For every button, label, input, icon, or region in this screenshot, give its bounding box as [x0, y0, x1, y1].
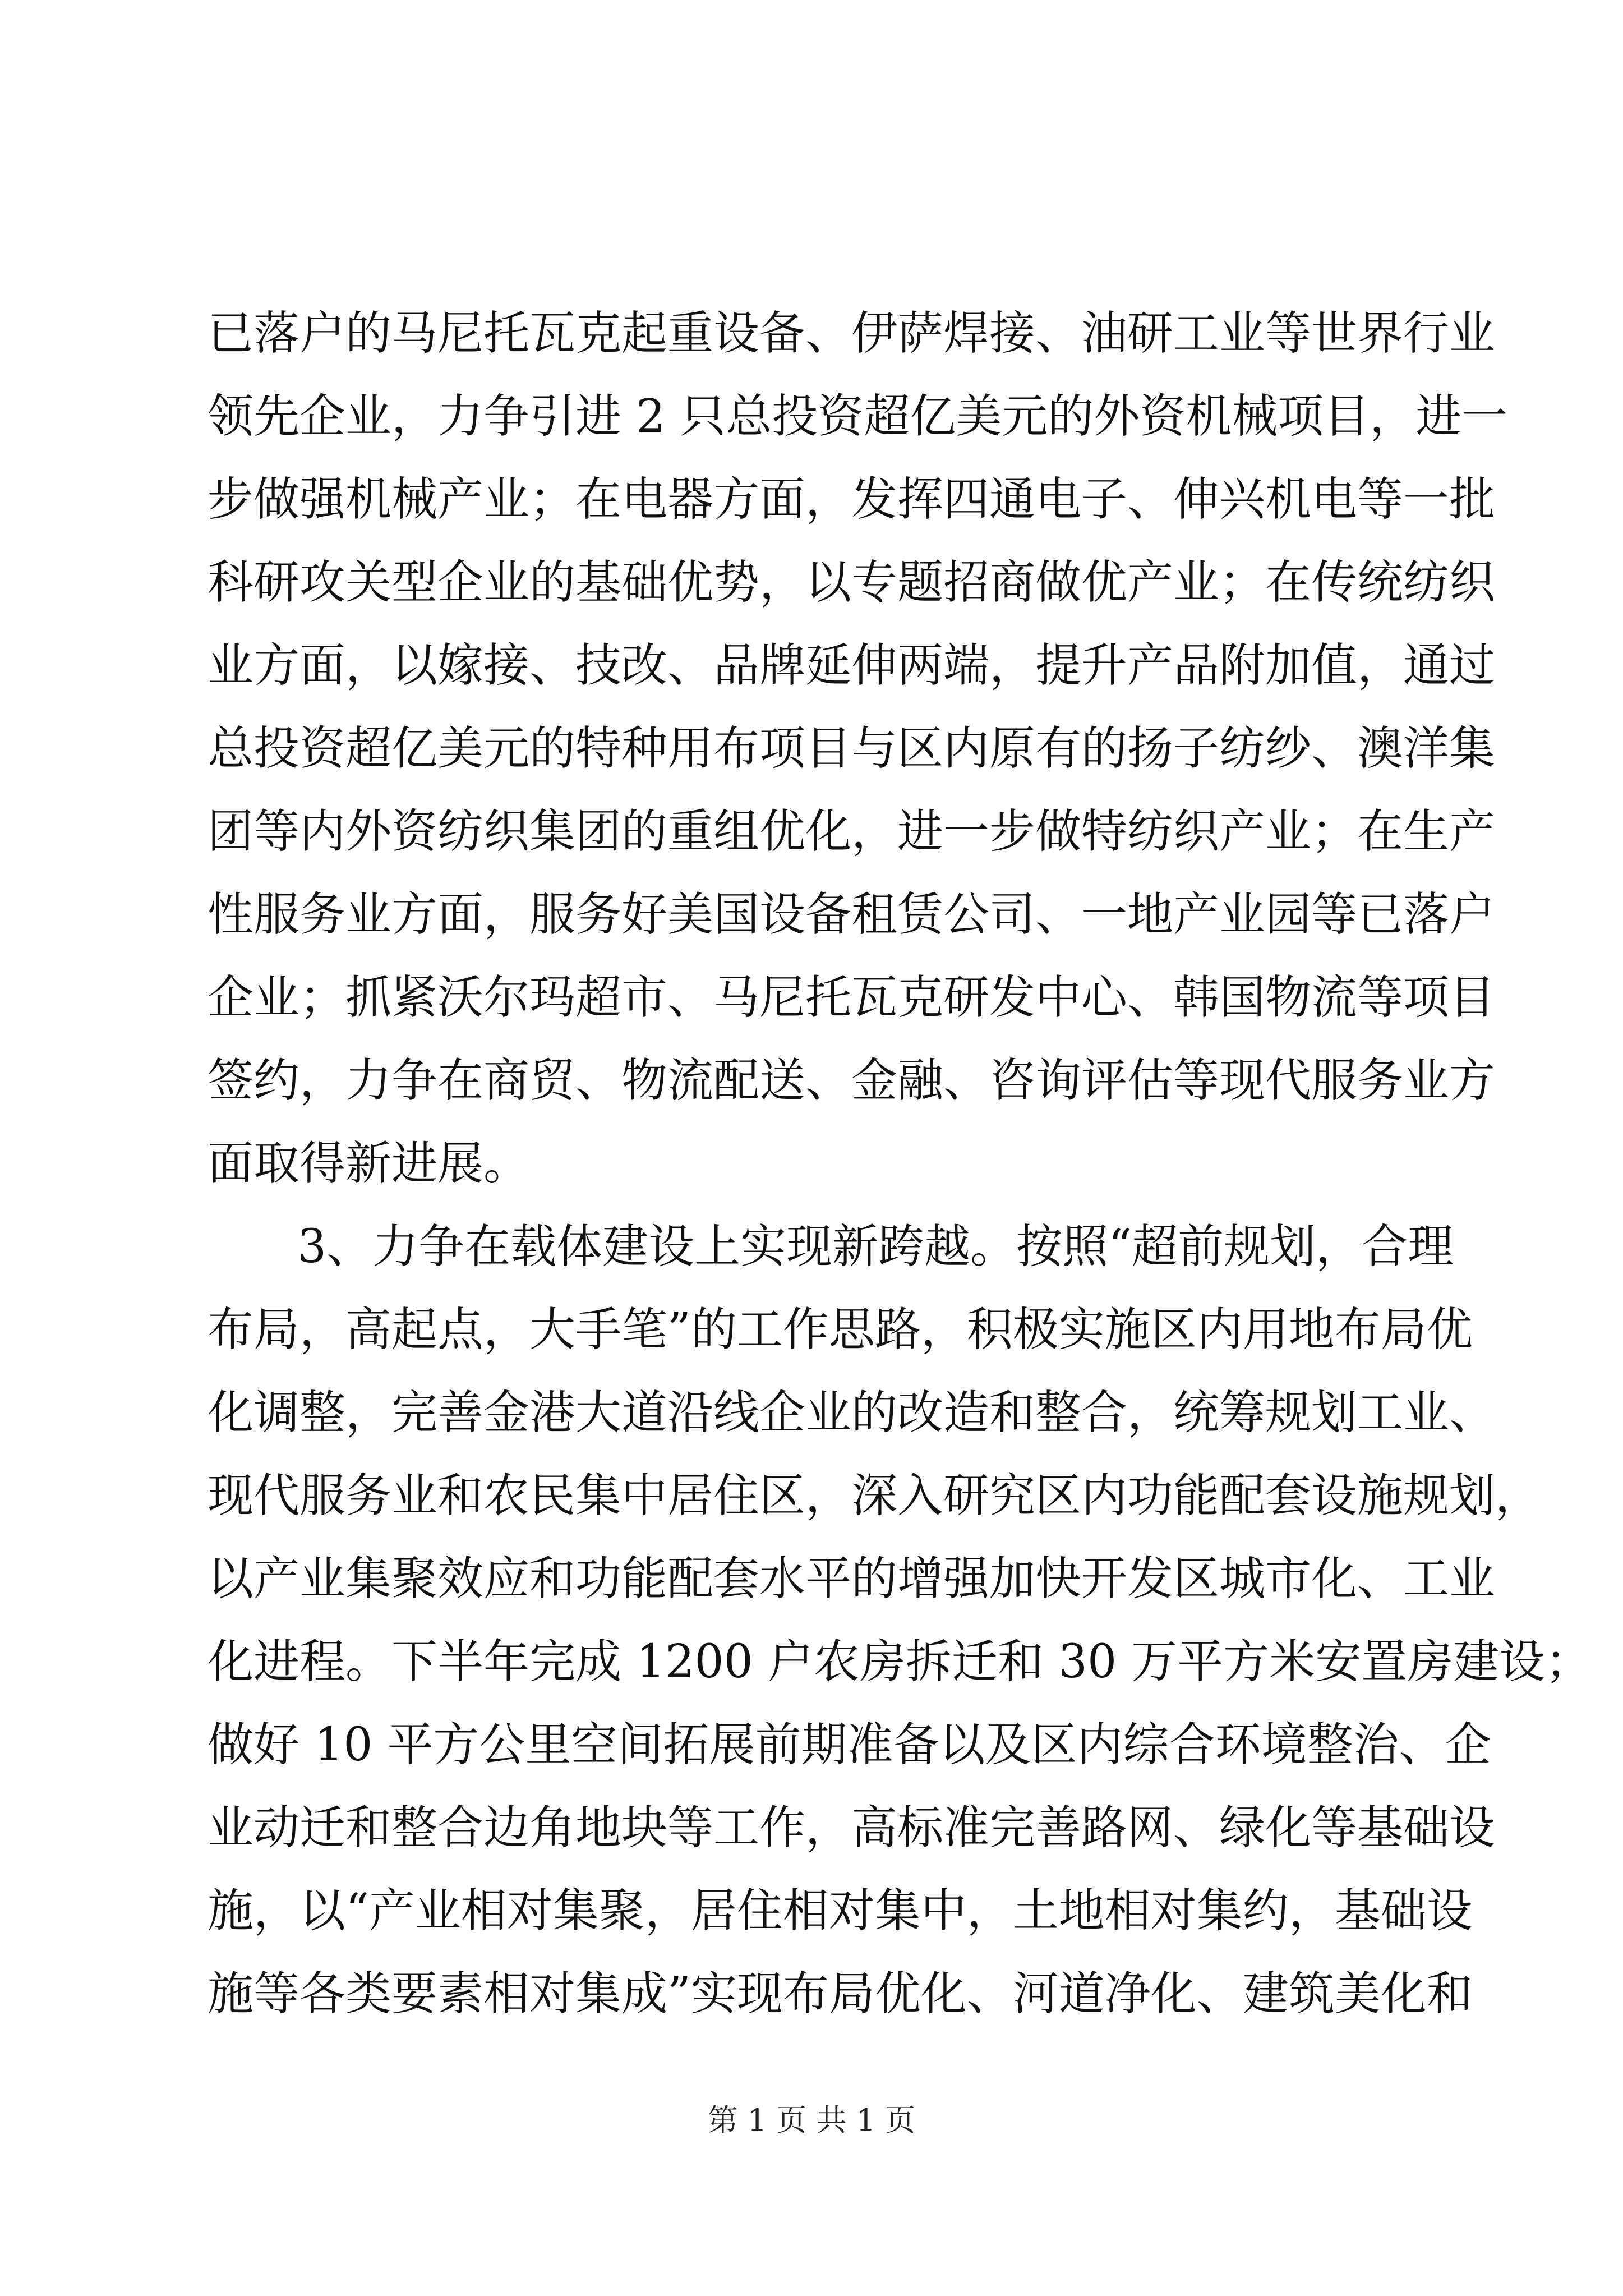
- text-line: 以产业集聚效应和功能配套水平的增强加快开发区城市化、工业: [208, 1552, 1496, 1605]
- text-line: 施等各类要素相对集成”实现布局优化、河道净化、建筑美化和: [208, 1967, 1473, 2021]
- text-line: 布局，高起点，大手笔”的工作思路，积极实施区内用地布局优: [208, 1303, 1473, 1356]
- text-line: 施，以“产业相对集聚，居住相对集中，土地相对集约，基础设: [208, 1884, 1473, 1938]
- text-line: 面取得新进展。: [208, 1137, 530, 1190]
- text-line: 做好 10 平方公里空间拓展前期准备以及区内综合环境整治、企: [208, 1718, 1491, 1772]
- text-line: 现代服务业和农民集中居住区，深入研究区内功能配套设施规划，: [208, 1469, 1542, 1522]
- text-line: 企业；抓紧沃尔玛超市、马尼托瓦克研发中心、韩国物流等项目: [208, 971, 1496, 1024]
- text-line: 化调整，完善金港大道沿线企业的改造和整合，统筹规划工业、: [208, 1386, 1496, 1439]
- text-line: 领先企业，力争引进 2 只总投资超亿美元的外资机械项目，进一: [208, 390, 1508, 443]
- text-line: 性服务业方面，服务好美国设备租赁公司、一地产业园等已落户: [208, 888, 1496, 941]
- text-line: 已落户的马尼托瓦克起重设备、伊萨焊接、油研工业等世界行业: [208, 307, 1496, 360]
- text-line: 总投资超亿美元的特种用布项目与区内原有的扬子纺纱、澳洋集: [208, 722, 1496, 775]
- text-line: 步做强机械产业；在电器方面，发挥四通电子、伸兴机电等一批: [208, 473, 1496, 526]
- text-line: 团等内外资纺织集团的重组优化，进一步做特纺织产业；在生产: [208, 805, 1496, 858]
- text-line: 签约，力争在商贸、物流配送、金融、咨询评估等现代服务业方: [208, 1054, 1496, 1107]
- page-number-footer: 第 1 页 共 1 页: [707, 2102, 916, 2138]
- text-line: 业方面，以嫁接、技改、品牌延伸两端，提升产品附加值，通过: [208, 639, 1496, 692]
- section-heading-line: 3、力争在载体建设上实现新跨越。按照“超前规划，合理: [297, 1220, 1454, 1273]
- text-line: 科研攻关型企业的基础优势，以专题招商做优产业；在传统纺织: [208, 556, 1496, 609]
- text-line: 化进程。下半年完成 1200 户农房拆迁和 30 万平方米安置房建设；: [208, 1635, 1592, 1688]
- text-line: 业动迁和整合边角地块等工作，高标准完善路网、绿化等基础设: [208, 1801, 1496, 1855]
